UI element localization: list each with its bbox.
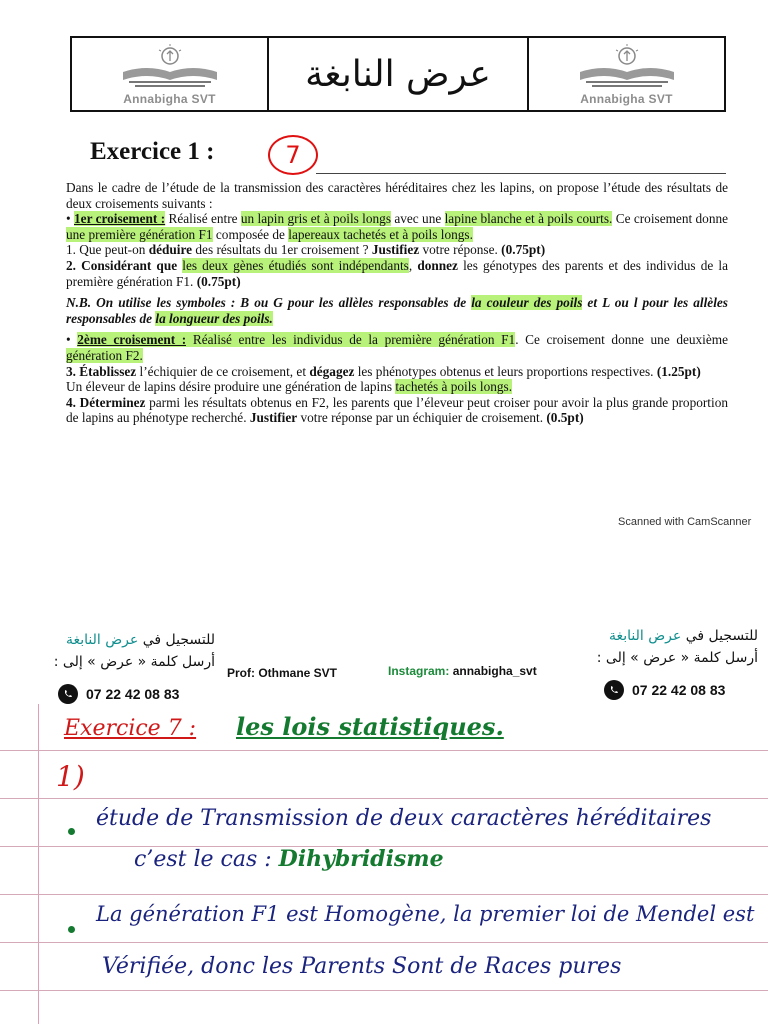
scanner-watermark: Scanned with CamScanner [618,516,752,528]
bullet-dot [68,926,75,933]
cross2-label: 2ème croisement : [77,332,187,348]
notebook-heading: Exercice 7 : [64,716,197,741]
question-4: 4. Déterminez parmi les résultats obtenus en F2, les parents que l’éleveur peut croiser pour avoir la plus grande proportion de lapins au phénotype recherché. Justifier votre réponse par un échiquier de croisement. (0.5pt) [66,394,728,426]
exercise-title: Exercice 1 : [90,138,215,165]
handwritten-exercise-number: 7 [268,135,318,175]
cross1-label: 1er croisement : [74,211,166,227]
logo-left [72,38,267,110]
whatsapp-icon [58,684,78,704]
cross2-paragraph: • 2ème croisement : Réalisé entre les individus de la première génération F1. Ce croisement donne une deuxième génération F2. [66,332,729,363]
intro-paragraph: Dans le cadre de l’étude de la transmission des caractères héréditaires chez les lapins, on propose l’étude des résultats de deux croisements suivants : [66,180,728,211]
question-3: 3. Établissez l’échiquier de ce croisement, et dégagez les phénotypes obtenus et leurs proportions respectives. (1.25pt) [66,363,701,379]
title-divider [316,173,726,174]
notebook-line-2: c’est le cas : Dihybridisme [134,846,444,872]
banner-right-phone: 07 22 42 08 83 [604,680,725,700]
banner-left-line1: للتسجيل في عرض النابغة [65,632,215,648]
ruled-line [0,750,768,751]
banner-left-phone: 07 22 42 08 83 [58,684,179,704]
question-marker: 1) [56,760,85,793]
question-2: 2. Considérant que les deux gènes étudiés sont indépendants, donnez les génotypes des parents et des individus de la première génération F1. (0.75pt) [66,257,728,289]
banner-left-line2: أرسل كلمة « عرض » إلى : [53,654,215,670]
notebook-subheading: les lois statistiques. [236,712,504,741]
whatsapp-icon [604,680,624,700]
breeder-paragraph: Un éleveur de lapins désire produire une génération de lapins tachetés à poils longs. [66,379,513,395]
cross1-paragraph: • 1er croisement : Réalisé entre un lapin gris et à poils longs avec une lapine blanche et à poils courts. Ce croisement donne une première génération F1 composée de lapereaux tachetés et à poils longs. [66,211,729,242]
header-box [70,36,726,112]
bullet-dot [68,828,75,835]
exercise-body [66,180,728,426]
ruled-line [0,990,768,991]
open-book-icon [572,42,682,90]
ruled-line [0,894,768,895]
notebook-margin [38,704,39,1024]
notebook-page [0,704,768,1024]
notebook-line-1: étude de Transmission de deux caractères héréditaires [96,806,712,831]
banner-right-line2: أرسل كلمة « عرض » إلى : [596,650,758,666]
ruled-line [0,798,768,799]
nb-note: N.B. On utilise les symboles : B ou G pour les allèles responsables de la couleur des poils et L ou l pour les allèles responsables de la longueur des poils. [66,295,728,326]
header-title-cell [267,38,529,110]
ruled-line [0,942,768,943]
notebook-line-3: La génération F1 est Homogène, la premier loi de Mendel est [96,902,755,926]
logo-right [529,38,724,110]
page-title: عرض النابغة [305,53,491,95]
question-1: 1. Que peut-on déduire des résultats du 1er croisement ? Justifiez votre réponse. (0.75pt) [66,242,546,258]
instagram-handle: Instagram: annabigha_svt [388,664,537,678]
prof-name: Prof: Othmane SVT [227,666,338,680]
banner-right [548,628,758,666]
notebook-line-4: Vérifiée, donc les Parents Sont de Races pures [102,954,622,979]
logo-left-label: Annabigha SVT [123,92,216,106]
logo-right-label: Annabigha SVT [580,92,673,106]
open-book-icon [115,42,225,90]
banner-left [10,632,215,670]
banner-right-line1: للتسجيل في عرض النابغة [608,628,758,644]
